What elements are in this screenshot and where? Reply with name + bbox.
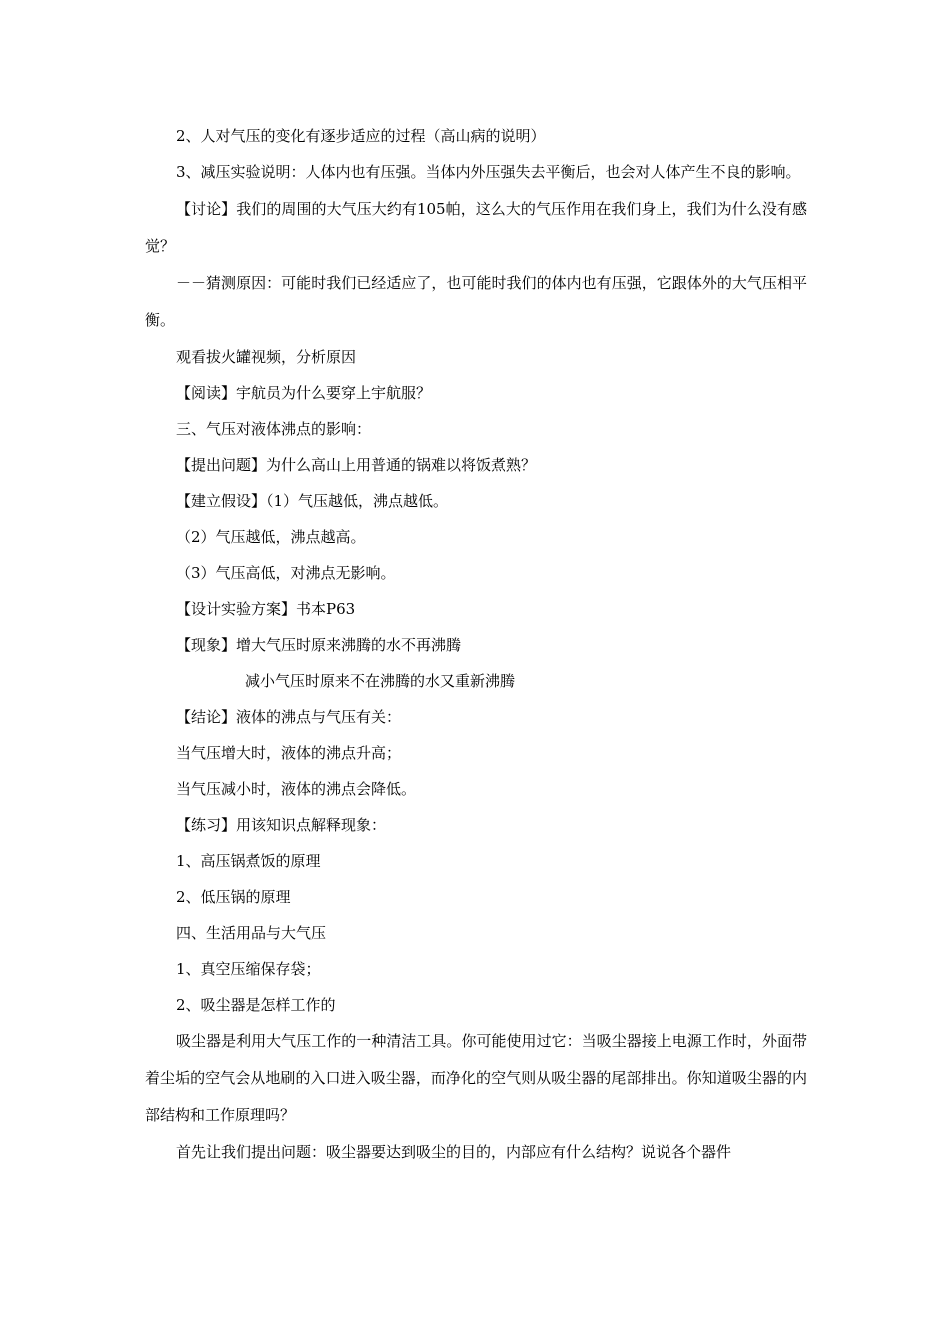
- text-line: 1、真空压缩保存袋；: [176, 960, 321, 978]
- text-line: 2、低压锅的原理: [176, 888, 291, 906]
- text-line: （3）气压高低，对沸点无影响。: [176, 564, 396, 582]
- text-line: 【阅读】宇航员为什么要穿上宇航服？: [176, 384, 432, 402]
- section-heading: 四、生活用品与大气压: [176, 924, 327, 942]
- text-line: 当气压减小时，液体的沸点会降低。: [176, 780, 417, 798]
- text-line: 减小气压时原来不在沸腾的水又重新沸腾: [245, 672, 516, 690]
- text-line: 2、人对气压的变化有逐步适应的过程（高山病的说明）: [176, 127, 546, 145]
- text-line: 1、高压锅煮饭的原理: [176, 852, 321, 870]
- text-line: 【建立假设】（1）气压越低，沸点越低。: [176, 492, 449, 510]
- text-line: 【现象】增大气压时原来沸腾的水不再沸腾: [176, 636, 462, 654]
- text-line: 【结论】液体的沸点与气压有关：: [176, 708, 402, 726]
- paragraph: －－猜测原因：可能时我们已经适应了，也可能时我们的体内也有压强，它跟体外的大气压相平衡。: [145, 274, 807, 329]
- section-heading: 三、气压对液体沸点的影响：: [176, 420, 372, 438]
- paragraph: 3、减压实验说明：人体内也有压强。当体内外压强失去平衡后，也会对人体产生不良的影响。: [176, 163, 801, 181]
- paragraph: 【讨论】我们的周围的大气压大约有105帕，这么大的气压作用在我们身上，我们为什么没有感觉？: [145, 200, 807, 255]
- text-line: 当气压增大时，液体的沸点升高；: [176, 744, 402, 762]
- text-line: 【练习】用该知识点解释现象：: [176, 816, 387, 834]
- text-line: 【设计实验方案】书本P63: [176, 600, 356, 618]
- text-line: 2、吸尘器是怎样工作的: [176, 996, 336, 1014]
- paragraph: 首先让我们提出问题：吸尘器要达到吸尘的目的，内部应有什么结构？说说各个器件: [176, 1143, 732, 1161]
- text-line: 【提出问题】为什么高山上用普通的锅难以将饭煮熟？: [176, 456, 537, 474]
- document-page: [145, 118, 807, 1171]
- text-line: 观看拔火罐视频，分析原因: [176, 348, 357, 366]
- text-line: （2）气压越低，沸点越高。: [176, 528, 366, 546]
- paragraph: 吸尘器是利用大气压工作的一种清洁工具。你可能使用过它：当吸尘器接上电源工作时，外面带着尘垢的空气会从地刷的入口进入吸尘器，而净化的空气则从吸尘器的尾部排出。你知道吸尘器的内部结构和工作原理吗？: [145, 1032, 807, 1124]
